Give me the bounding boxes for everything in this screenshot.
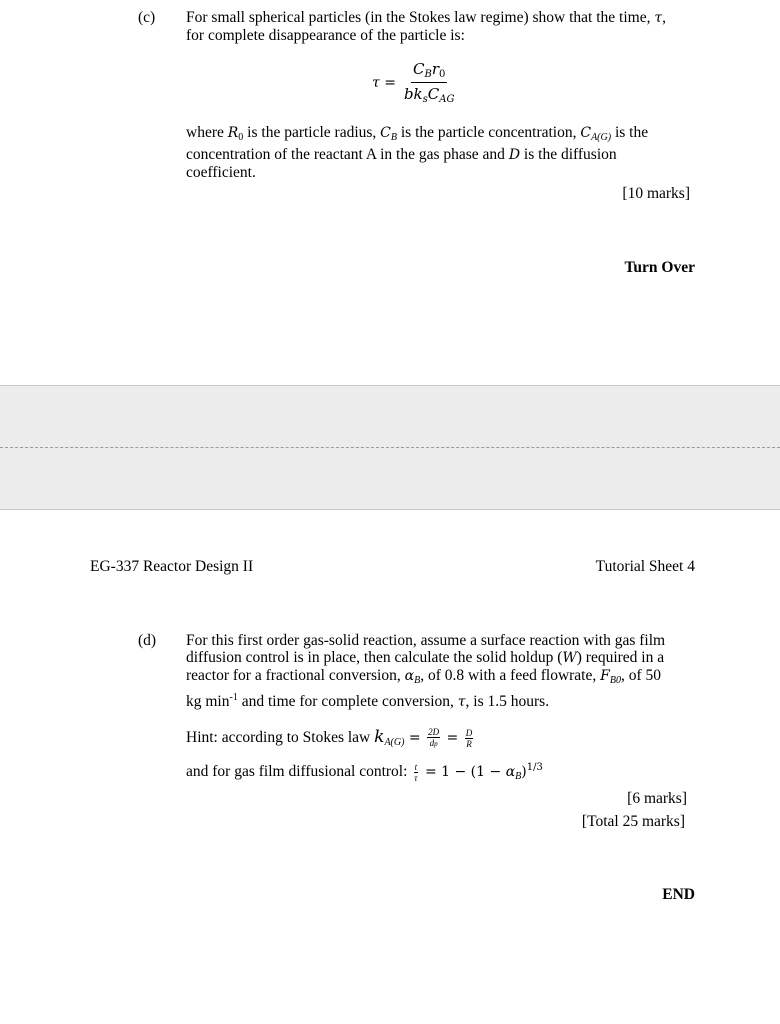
header-course: EG-337 Reactor Design II — [90, 558, 254, 575]
page-lower — [0, 510, 780, 1024]
part-d-hint-stokes: Hint: according to Stokes law $k_{A(G)}$ = $\frac{2D}{dp}$ = $\frac{D}{R}$ — [186, 727, 473, 749]
page-upper — [0, 0, 780, 385]
tau-equation: τ = $\frac{C_Br_0}{bk_sC_{AG}}$ — [372, 60, 455, 105]
end-marker: END — [662, 886, 695, 903]
total-marks: [Total 25 marks] — [581, 813, 685, 830]
part-d-label: (d) — [138, 632, 157, 649]
fraction-t-tau: $\frac{t}{\tau}$ — [414, 761, 418, 783]
fraction-2d-dp: $\frac{2D}{dp}$ — [428, 727, 440, 749]
page-break-divider — [0, 447, 780, 448]
tau-fraction: $\frac{C_Br_0}{bk_sC_{AG}}$ — [403, 60, 455, 105]
part-d-hint-film: and for gas film diffusional control: $\frac{t}{\tau}$ = $1 - (1 - \alpha_B)^{1/3}$ — [186, 761, 543, 783]
page-gap — [0, 385, 780, 510]
turn-over-note: Turn Over — [624, 259, 695, 276]
part-c-label: (c) — [138, 9, 156, 26]
part-d-question: For this first order gas-solid reaction, assume a surface reaction with gas film diffusion control is in place, then calculate the solid holdup (W) required in a reactor for a fractional conversion, $\alpha_B$, of 0.8 with a feed flowrate, $F_{B0}$, of 50 kg $\min^{-1}$ and time for complete conversion, τ, is 1.5 hours. — [186, 632, 666, 710]
part-d-marks: [6 marks] — [627, 790, 687, 807]
part-c-question: For small spherical particles (in the Stokes law regime) show that the time, τ, for complete disappearance of the particle is: — [186, 9, 666, 44]
part-c-marks: [10 marks] — [622, 185, 690, 202]
fraction-d-r: $\frac{D}{R}$ — [465, 727, 473, 749]
part-c-definitions: where $R_0$ is the particle radius, $C_B$ is the particle concentration, $C_{A(G)}$ is the concentration of the reactant A in the gas phase and D is the diffusion coefficient. — [186, 124, 649, 181]
header-sheet: Tutorial Sheet 4 — [595, 558, 695, 575]
